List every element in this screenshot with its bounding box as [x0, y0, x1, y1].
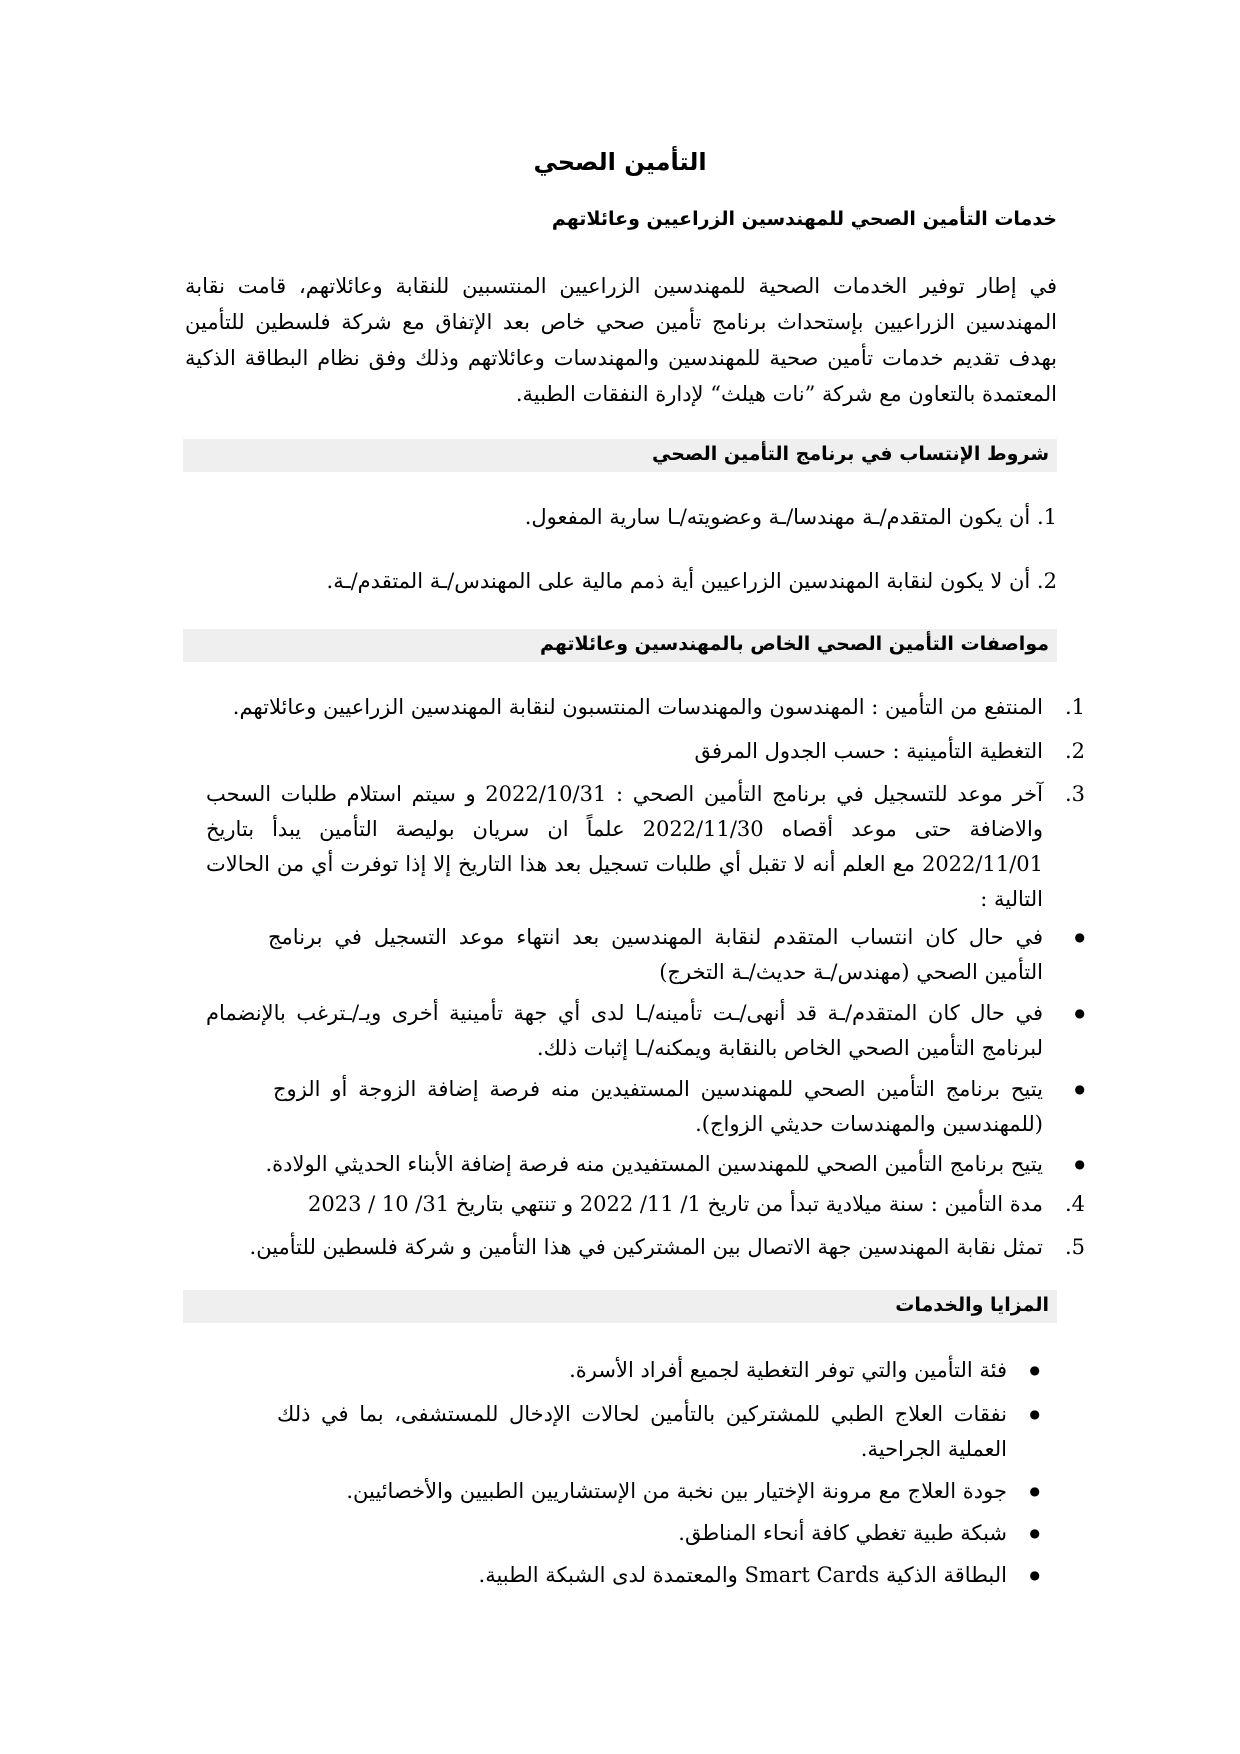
spec-item: مدة التأمين : سنة ميلادية تبدأ من تاريخ 1/ 11/ 2022 و تنتهي بتاريخ 31/ 10 / 2023: [307, 1192, 1043, 1216]
bullet-icon: ●: [1074, 930, 1085, 944]
section-heading-conditions: [183, 439, 1057, 472]
list-number: 2.: [1064, 739, 1085, 763]
section-heading-text: شروط الإنتساب في برنامج التأمين الصحي: [651, 443, 1049, 465]
page-subtitle: خدمات التأمين الصحي للمهندسين الزراعيين وعائلاتهم: [551, 208, 1057, 230]
list-item: البطاقة الذكية Smart Cards والمعتمدة لدى الشبكة الطبية.: [478, 1563, 1007, 1587]
condition-item: 1. أن يكون المتقدم/ـة مهندسا/ـة وعضويته/ـا سارية المفعول.: [524, 505, 1057, 529]
spec-item: تمثل نقابة المهندسين جهة الاتصال بين المشتركين في هذا التأمين و شركة فلسطين للتأمين.: [249, 1235, 1043, 1259]
list-item: شبكة طبية تغطي كافة أنحاء المناطق.: [678, 1521, 1007, 1545]
list-number: 1.: [1064, 695, 1085, 719]
intro-paragraph: في إطار توفير الخدمات الصحية للمهندسين الزراعيين المنتسبين للنقابة وعائلاتهم، قامت نقابة المهندسين الزراعيين بإستحداث برنامج تأمين صحي خاص بعد الإتفاق مع شركة فلسطين للتأمين بهدف تقديم خدمات تأمين صحية للمهندسين والمهندسات وعائلاتهم وذلك وفق نظام البطاقة الذكية المعتمدة بالتعاون مع شركة ”نات هيلث“ لإدارة النفقات الطبية.: [185, 274, 1057, 406]
spec-item: المنتفع من التأمين : المهندسون والمهندسات المنتسبون لنقابة المهندسين الزراعيين وعائلاتهم.: [232, 695, 1043, 719]
spec-item: التغطية التأمينية : حسب الجدول المرفق: [694, 739, 1043, 763]
bullet-icon: ●: [1029, 1568, 1040, 1582]
list-item: يتيح برنامج التأمين الصحي للمهندسين المستفيدين منه فرصة إضافة الزوجة أو الزوج (للمهندسين والمهندسات حديثي الزواج).: [273, 1077, 1043, 1136]
bullet-icon: ●: [1074, 1157, 1085, 1171]
condition-item: 2. أن لا يكون لنقابة المهندسين الزراعيين أية ذمم مالية على المهندس/ـة المتقدم/ـة.: [326, 569, 1057, 593]
list-item: في حال كان المتقدم/ـة قد أنهى/ـت تأمينه/ـا لدى أي جهة تأمينية أخرى ويـ/ـترغب بالإنضمام لبرنامج التأمين الصحي الخاص بالنقابة ويمكنه/ـا إثبات ذلك.: [206, 1001, 1043, 1060]
bullet-icon: ●: [1074, 1082, 1085, 1096]
list-number: 4.: [1064, 1192, 1085, 1216]
section-heading-benefits: [183, 1290, 1057, 1323]
page-title: التأمين الصحي: [533, 148, 707, 176]
section-heading-specs: [183, 629, 1057, 662]
bullet-icon: ●: [1029, 1484, 1040, 1498]
bullet-icon: ●: [1029, 1363, 1040, 1377]
list-number: 5.: [1064, 1235, 1085, 1259]
section-heading-text: المزايا والخدمات: [895, 1294, 1049, 1316]
list-item: في حال كان انتساب المتقدم لنقابة المهندسين بعد انتهاء موعد التسجيل في برنامج التأمين الصحي (مهندس/ـة حديث/ـة التخرج): [268, 925, 1043, 984]
bullet-icon: ●: [1074, 1006, 1085, 1020]
list-item: جودة العلاج مع مرونة الإختيار بين نخبة من الإستشاريين الطبيين والأخصائيين.: [346, 1479, 1007, 1503]
list-item: فئة التأمين والتي توفر التغطية لجميع أفراد الأسرة.: [569, 1358, 1007, 1382]
bullet-icon: ●: [1029, 1526, 1040, 1540]
list-number: 3.: [1064, 782, 1085, 806]
bullet-icon: ●: [1029, 1407, 1040, 1421]
list-item: نفقات العلاج الطبي للمشتركين بالتأمين لحالات الإدخال للمستشفى، بما في ذلك العملية الجراحية.: [277, 1402, 1007, 1461]
section-heading-text: مواصفات التأمين الصحي الخاص بالمهندسين وعائلاتهم: [539, 633, 1049, 655]
list-item: يتيح برنامج التأمين الصحي للمهندسين المستفيدين منه فرصة إضافة الأبناء الحديثي الولادة.: [265, 1152, 1043, 1176]
spec-item: آخر موعد للتسجيل في برنامج التأمين الصحي : 2022/10/31 و سيتم استلام طلبات السحب والاضافة حتى موعد أقصاه 2022/11/30 علماً ان سريان بوليصة التأمين يبدأ بتاريخ 2022/11/01 مع العلم أنه لا تقبل أي طلبات تسجيل بعد هذا التاريخ إلا إذا توفرت أي من الحالات التالية :: [206, 782, 1043, 911]
